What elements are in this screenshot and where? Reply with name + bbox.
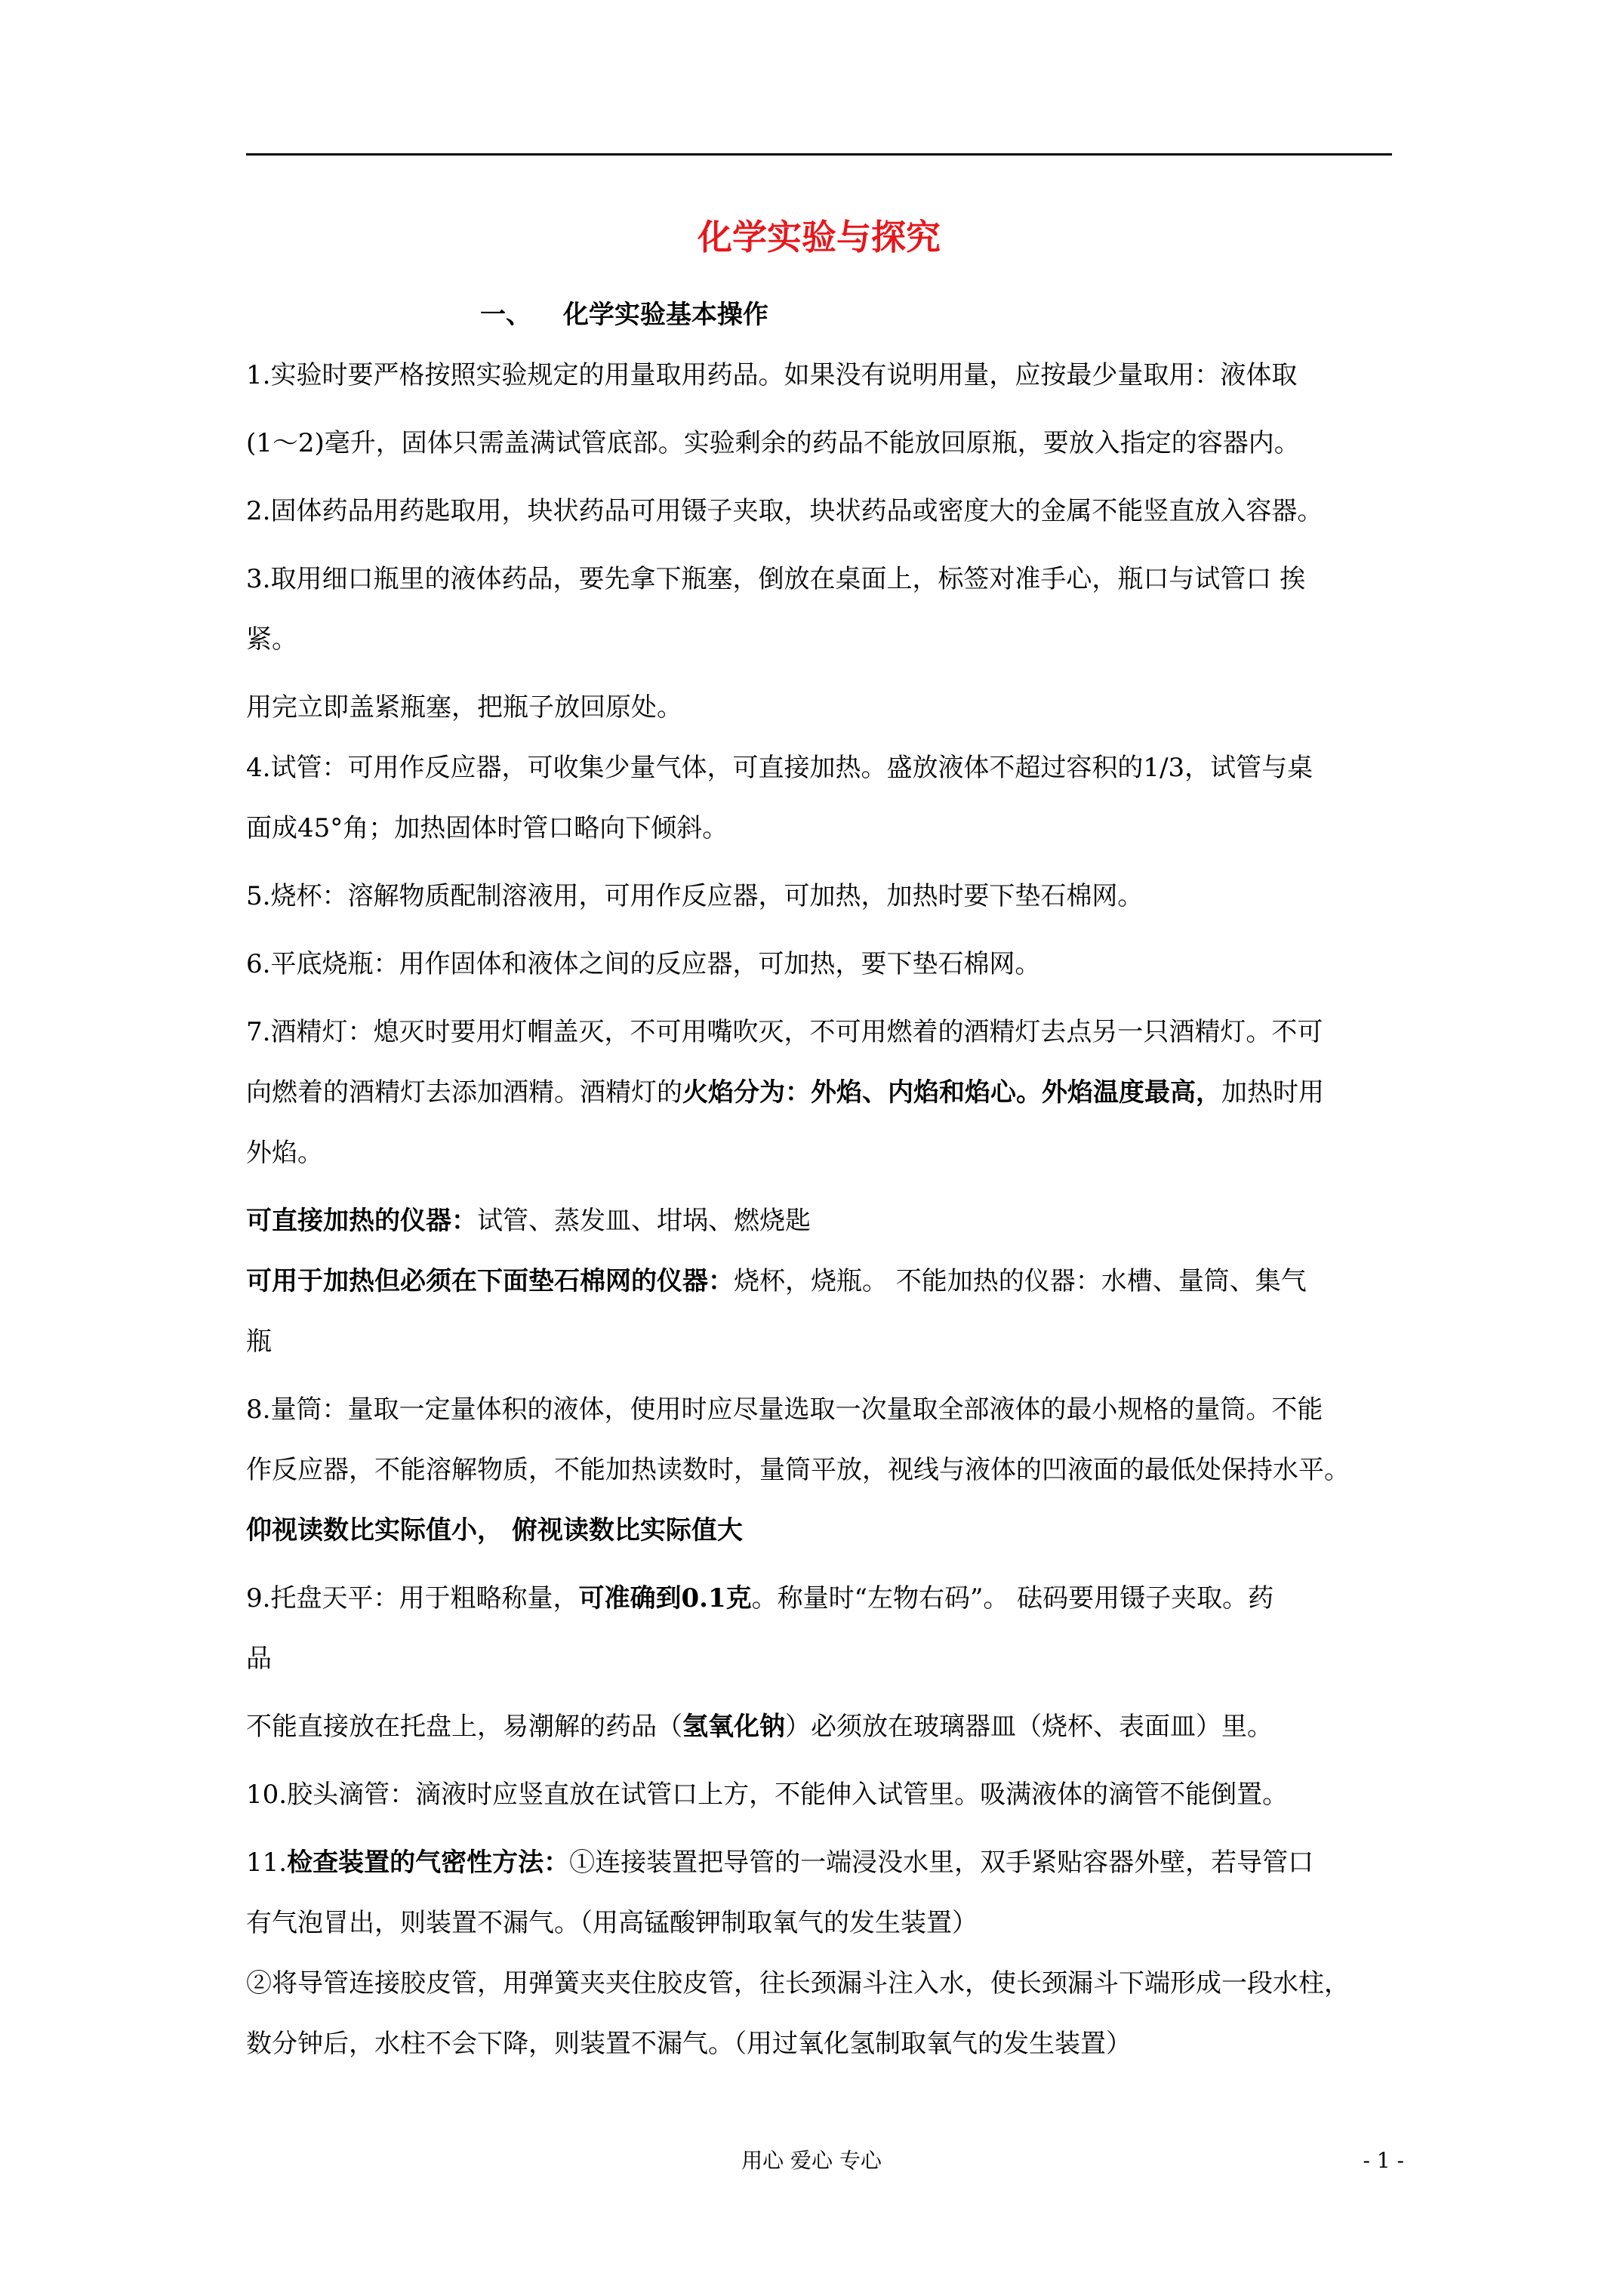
text-segment: 6.平底烧瓶：用作固体和液体之间的反应器，可加热，要下垫石棉网。 (246, 949, 1041, 979)
bold-segment: 火焰分为：外焰、内焰和焰心。外焰温度最高， (682, 1077, 1221, 1108)
text-line (246, 1391, 1323, 1428)
text-line (246, 945, 1040, 983)
text-line (246, 424, 1300, 462)
text-line (246, 1013, 1323, 1051)
text-segment: 4.试管：可用作反应器，可收集少量气体，可直接加热。盛放液体不超过容积的1/3，试管与桌 (246, 753, 1313, 783)
text-line (246, 356, 1297, 394)
text-line (246, 1262, 1307, 1300)
text-segment: 2.固体药品用药匙取用，块状药品可用镊子夹取，块状药品或密度大的金属不能竖直放入容器。 (246, 496, 1323, 526)
text-line (246, 809, 728, 847)
text-line (246, 1640, 272, 1678)
text-segment: 9.托盘天平：用于粗略称量， (246, 1583, 579, 1613)
bold-segment: 可准确到0.1克 (578, 1583, 752, 1613)
section-heading-text: 化学实验基本操作 (562, 300, 768, 330)
text-segment: 用完立即盖紧瓶塞，把瓶子放回原处。 (246, 692, 682, 723)
text-segment: (1～2)毫升，固体只需盖满试管底部。实验剩余的药品不能放回原瓶，要放入指定的容器内。 (246, 428, 1300, 458)
text-segment: 品 (246, 1644, 272, 1674)
text-line (246, 1323, 272, 1361)
text-segment: 加热时用 (1221, 1077, 1324, 1108)
text-segment: 11. (246, 1848, 288, 1878)
text-segment: 瓶 (246, 1327, 272, 1357)
text-line (246, 1512, 743, 1549)
text-line (246, 492, 1323, 530)
text-line (246, 689, 682, 726)
bold-segment: 检查装置的气密性方法： (287, 1848, 570, 1878)
bold-segment: 氢氧化钠 (682, 1712, 785, 1742)
text-line (246, 1202, 811, 1240)
text-segment: 。称量时“左物右码”。 砝码要用镊子夹取。药 (751, 1583, 1274, 1613)
text-line (246, 1579, 1273, 1617)
text-segment: 3.取用细口瓶里的液体药品，要先拿下瓶塞，倒放在桌面上，标签对准手心，瓶口与试管口 挨 (246, 564, 1306, 594)
text-segment: 外焰。 (246, 1138, 323, 1168)
bold-segment: 可直接加热的仪器： (246, 1206, 477, 1236)
text-line (246, 877, 1143, 915)
text-segment: 7.酒精灯：熄灭时要用灯帽盖灭，不可用嘴吹灭，不可用燃着的酒精灯去点另一只酒精灯。不可 (246, 1017, 1323, 1047)
text-segment: 有气泡冒出，则装置不漏气。（用高锰酸钾制取氧气的发生装置） (246, 1908, 978, 1938)
text-line (246, 749, 1313, 787)
text-segment: 紧。 (246, 624, 297, 655)
text-segment: 试管、蒸发皿、坩埚、燃烧匙 (477, 1206, 811, 1236)
text-line (246, 1134, 323, 1172)
text-line (246, 1451, 1350, 1489)
footer-motto: 用心 爱心 专心 (741, 2148, 882, 2173)
text-segment: 面成45°角；加热固体时管口略向下倾斜。 (246, 813, 728, 843)
bold-segment: 可用于加热但必须在下面垫石棉网的仪器： (246, 1266, 734, 1296)
text-segment: ②将导管连接胶皮管，用弹簧夹夹住胶皮管，往长颈漏斗注入水，使长颈漏斗下端形成一段水柱， (246, 1968, 1350, 1999)
page-title: 化学实验与探究 (698, 217, 941, 257)
text-line (246, 2025, 1132, 2063)
text-segment: 作反应器，不能溶解物质，不能加热读数时，量筒平放，视线与液体的凹液面的最低处保持水平。 (246, 1455, 1350, 1485)
text-segment: ）必须放在玻璃器皿（烧杯、表面皿）里。 (785, 1712, 1273, 1742)
text-segment: 8.量筒：量取一定量体积的液体，使用时应尽量选取一次量取全部液体的最小规格的量筒。不能 (246, 1395, 1323, 1425)
section-number: 一、 (480, 300, 531, 330)
bold-segment: 仰视读数比实际值小， 俯视读数比实际值大 (246, 1515, 743, 1546)
text-segment: ①连接装置把导管的一端浸没水里，双手紧贴容器外壁，若导管口 (569, 1848, 1314, 1878)
text-segment: 10.胶头滴管：滴液时应竖直放在试管口上方，不能伸入试管里。吸满液体的滴管不能倒置。 (246, 1780, 1289, 1810)
text-line (246, 1776, 1288, 1814)
text-line (246, 1844, 1313, 1881)
text-line (246, 1074, 1324, 1111)
text-line (246, 1965, 1350, 2002)
page-number: - 1 - (1363, 2148, 1404, 2173)
text-segment: 烧杯，烧瓶。 不能加热的仪器：水槽、量筒、集气 (734, 1266, 1307, 1296)
text-segment: 不能直接放在托盘上，易潮解的药品（ (246, 1712, 682, 1742)
text-segment: 向燃着的酒精灯去添加酒精。酒精灯的 (246, 1077, 682, 1108)
text-segment: 1.实验时要严格按照实验规定的用量取用药品。如果没有说明用量，应按最少量取用：液体取 (246, 360, 1298, 390)
text-line (246, 1904, 978, 1942)
text-segment: 数分钟后，水柱不会下降，则装置不漏气。（用过氧化氢制取氧气的发生装置） (246, 2029, 1132, 2059)
section-heading (480, 296, 768, 334)
text-segment: 5.烧杯：溶解物质配制溶液用，可用作反应器，可加热，加热时要下垫石棉网。 (246, 881, 1144, 911)
header-rule (246, 153, 1392, 156)
text-line (246, 621, 297, 658)
text-line (246, 1708, 1273, 1746)
text-line (246, 560, 1305, 598)
